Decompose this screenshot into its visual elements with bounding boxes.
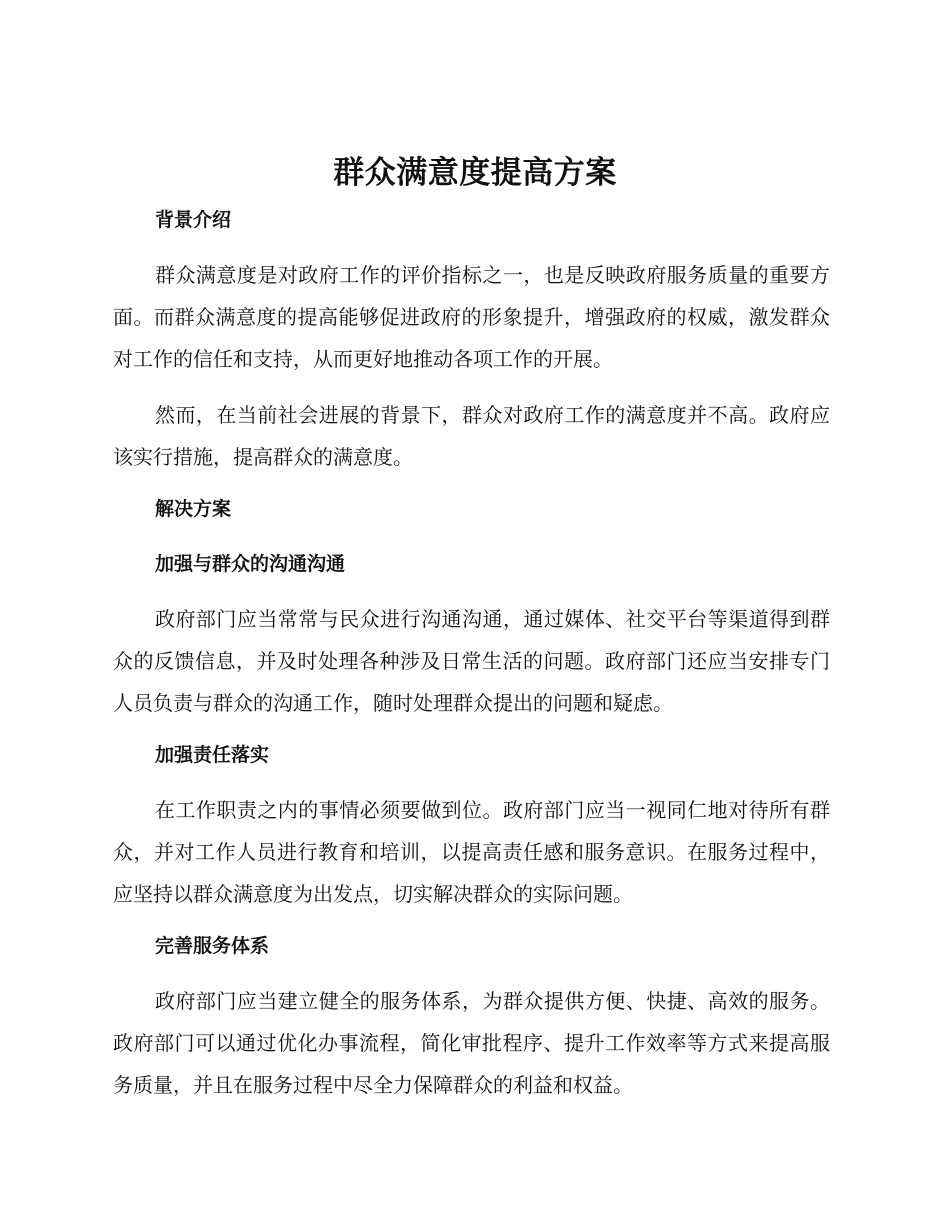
service-paragraph: 政府部门应当建立健全的服务体系，为群众提供方便、快捷、高效的服务。政府部门可以通过优化办事流程，简化审批程序、提升工作效率等方式来提高服务质量，并且在服务过程中尽全力保障群众的利益和权益。 <box>113 989 830 1097</box>
document-title: 群众满意度提高方案 <box>333 155 617 191</box>
document-body <box>113 203 830 1106</box>
responsibility-paragraph: 在工作职责之内的事情必须要做到位。政府部门应当一视同仁地对待所有群众，并对工作人员进行教育和培训，以提高责任感和服务意识。在服务过程中，应坚持以群众满意度为出发点，切实解决群众的实际问题。 <box>113 798 830 906</box>
section-heading-service: 完善服务体系 <box>155 935 270 957</box>
section-heading-background: 背景介绍 <box>155 209 232 231</box>
section-heading-communication: 加强与群众的沟通沟通 <box>155 553 346 575</box>
communication-paragraph: 政府部门应当常常与民众进行沟通沟通，通过媒体、社交平台等渠道得到群众的反馈信息，并及时处理各种涉及日常生活的问题。政府部门还应当安排专门人员负责与群众的沟通工作，随时处理群众提出的问题和疑虑。 <box>113 607 830 715</box>
background-paragraph-2: 然而，在当前社会进展的背景下，群众对政府工作的满意度并不高。政府应该实行措施，提高群众的满意度。 <box>113 403 830 469</box>
section-heading-solution: 解决方案 <box>155 498 232 520</box>
section-heading-responsibility: 加强责任落实 <box>155 744 270 766</box>
background-paragraph-1: 群众满意度是对政府工作的评价指标之一，也是反映政府服务质量的重要方面。而群众满意度的提高能够促进政府的形象提升，增强政府的权威，激发群众对工作的信任和支持，从而更好地推动各项工作的开展。 <box>113 263 830 371</box>
